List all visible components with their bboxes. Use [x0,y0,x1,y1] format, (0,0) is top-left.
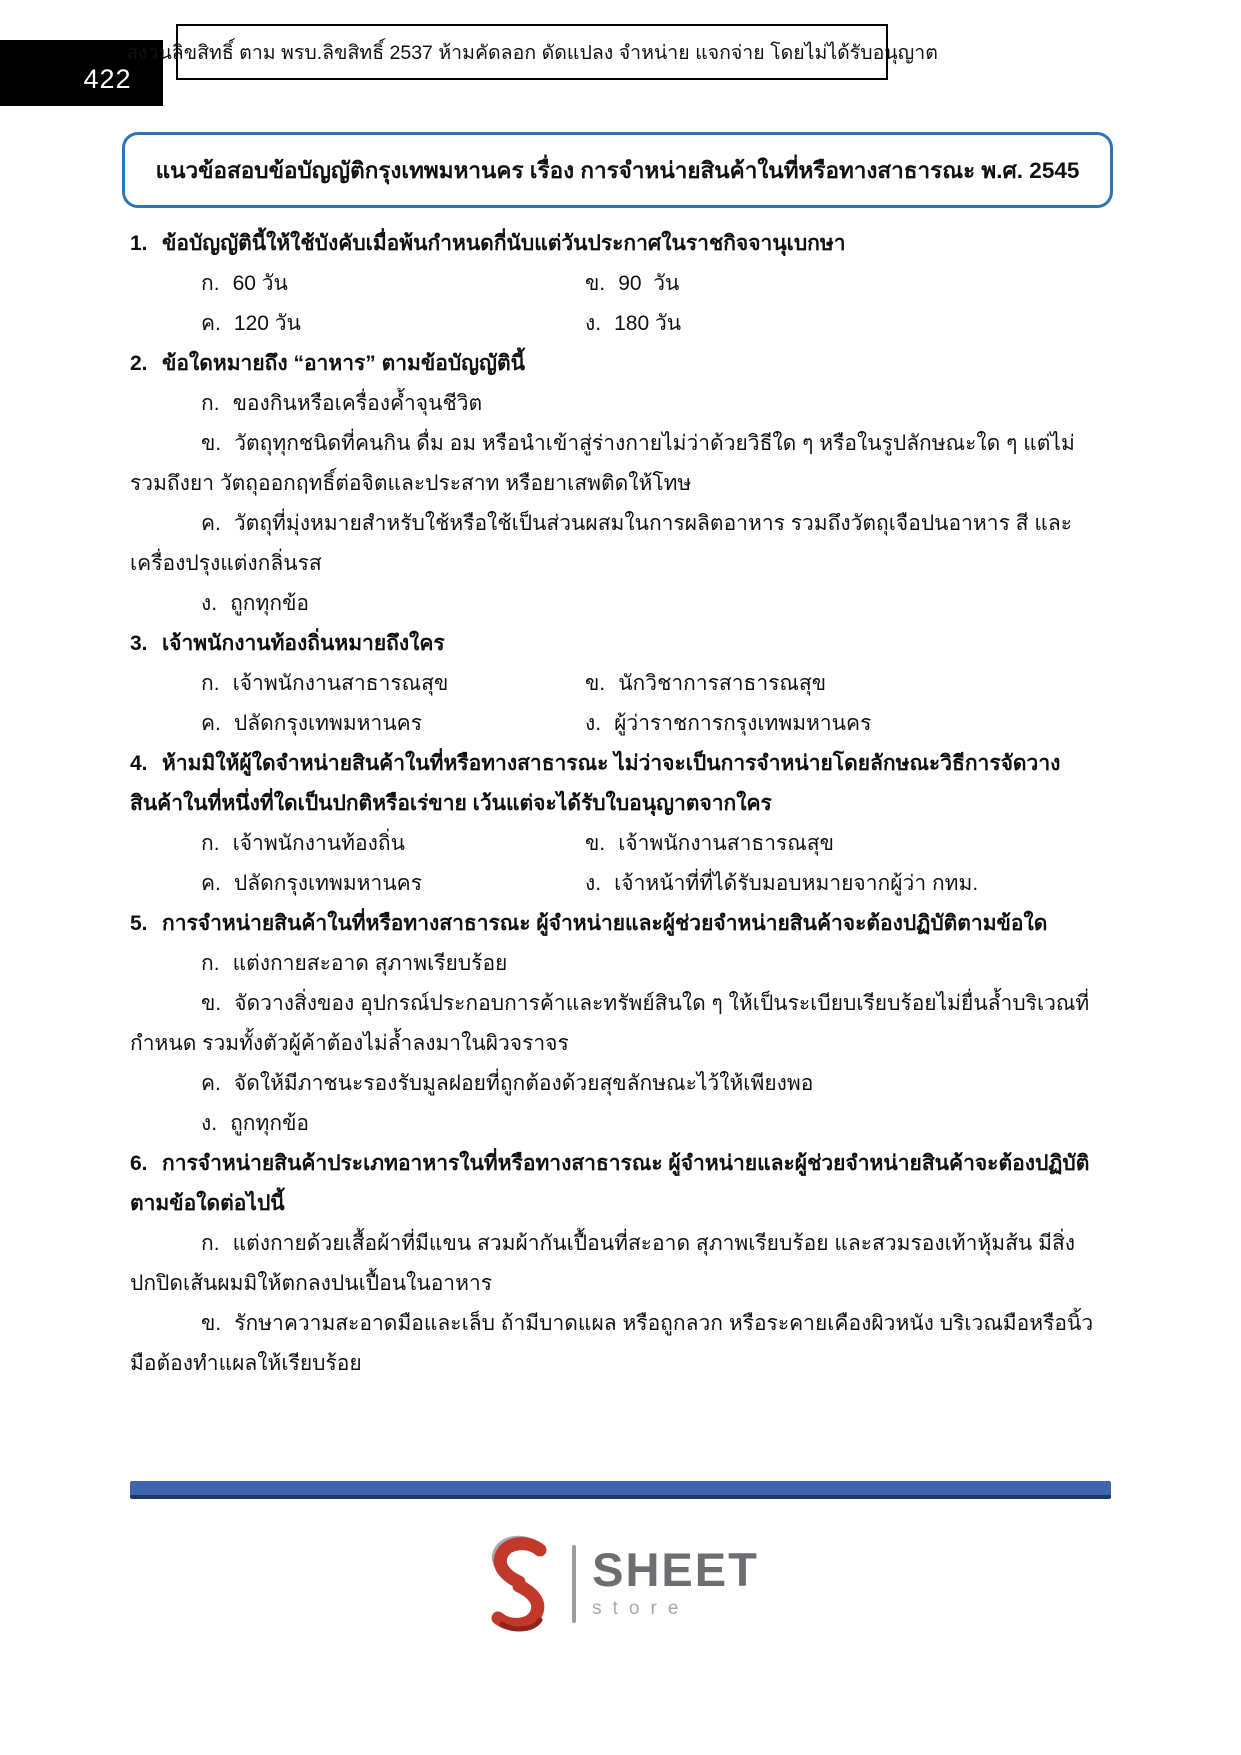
option-text: ผู้ว่าราชการกรุงเทพมหานคร [614,712,872,735]
logo-subtext: store [592,1598,690,1619]
sheet-store-logo [0,1532,1241,1636]
option-item [130,304,585,344]
option-item [130,264,585,304]
question-text [130,1144,1111,1224]
question-title: ห้ามมิให้ผู้ใดจำหน่ายสินค้าในที่หรือทางสาธารณะ ไม่ว่าจะเป็นการจำหน่ายโดยลักษณะวิธีการจัดวางสินค้าในที่หนึ่งที่ใดเป็นปกติหรือเร่ขาย เว้นแต่จะได้รับใบอนุญาตจากใคร [130,752,1061,815]
option-text: ของกินหรือเครื่องค้ำจุนชีวิต [232,392,483,415]
option-label: ข. [585,672,606,695]
option-item [130,864,585,904]
option-label: ก. [201,672,220,695]
option-text: ถูกทุกข้อ [230,592,310,615]
option-label: ค. [201,712,221,735]
question-block [130,1144,1111,1384]
option-text: จัดวางสิ่งของ อุปกรณ์ประกอบการค้าและทรัพย์สินใด ๆ ให้เป็นระเบียบเรียบร้อยไม่ยื่นล้ำบริเวณที่กำหนด รวมทั้งตัวผู้ค้าต้องไม่ล้ำลงมาในผิวจราจร [130,992,1090,1055]
logo-brand: SHEET [592,1543,759,1596]
question-block [130,904,1111,1144]
option-label: ก. [201,952,220,975]
option-label: ค. [201,872,221,895]
question-number: 2. [130,352,148,375]
question-title: การจำหน่ายสินค้าประเภทอาหารในที่หรือทางสาธารณะ ผู้จำหน่ายและผู้ช่วยจำหน่ายสินค้าจะต้องปฏิบัติตามข้อใดต่อไปนี้ [130,1152,1090,1215]
option-label: ง. [201,1112,218,1135]
question-text [130,904,1111,944]
options-list [130,664,1111,744]
option-label: ค. [201,1072,221,1095]
option-text: 60 วัน [232,272,288,295]
exam-title: แนวข้อสอบข้อบัญญัติกรุงเทพมหานคร เรื่อง การจำหน่ายสินค้าในที่หรือทางสาธารณะ พ.ศ. 2545 [155,158,1080,183]
question-title: ข้อใดหมายถึง “อาหาร” ตามข้อบัญญัตินี้ [162,352,525,375]
page-number: 422 [83,63,132,94]
option-item [130,1224,1111,1304]
question-number: 3. [130,632,148,655]
footer-divider [130,1481,1111,1499]
options-list [130,384,1111,624]
option-text: เจ้าพนักงานท้องถิ่น [232,832,405,855]
option-label: ง. [585,312,602,335]
option-text: แต่งกายสะอาด สุภาพเรียบร้อย [232,952,508,975]
option-label: ข. [201,1312,222,1335]
option-item [130,944,1111,984]
option-item [130,1104,1111,1144]
option-text: เจ้าพนักงานสาธารณสุข [232,672,449,695]
option-label: ข. [585,272,606,295]
option-item [130,424,1111,504]
option-item [130,584,1111,624]
question-title: การจำหน่ายสินค้าในที่หรือทางสาธารณะ ผู้จำหน่ายและผู้ช่วยจำหน่ายสินค้าจะต้องปฏิบัติตามข้อใด [162,912,1048,935]
options-list [130,944,1111,1144]
option-text: 120 วัน [233,312,301,335]
option-label: ก. [201,392,220,415]
option-label: ก. [201,1232,220,1255]
option-item [585,664,1111,704]
option-item [130,1064,1111,1104]
question-text [130,344,1111,384]
exam-title-box [122,132,1113,208]
option-item [130,824,585,864]
option-text: ปลัดกรุงเทพมหานคร [233,872,422,895]
question-title: เจ้าพนักงานท้องถิ่นหมายถึงใคร [162,632,445,655]
option-item [585,264,1111,304]
option-text: ถูกทุกข้อ [230,1112,310,1135]
question-text [130,224,1111,264]
option-text: รักษาความสะอาดมือและเล็บ ถ้ามีบาดแผล หรือถูกลวก หรือระคายเคืองผิวหนัง บริเวณมือหรือนิ้วมือต้องทำแผลให้เรียบร้อย [130,1312,1094,1375]
option-text: ปลัดกรุงเทพมหานคร [233,712,422,735]
question-block [130,744,1111,904]
option-item [130,664,585,704]
question-block [130,224,1111,344]
question-number: 1. [130,232,148,255]
question-number: 4. [130,752,148,775]
option-label: ก. [201,832,220,855]
option-text: จัดให้มีภาชนะรองรับมูลฝอยที่ถูกต้องด้วยสุขลักษณะไว้ให้เพียงพอ [233,1072,814,1095]
question-text [130,744,1111,824]
copyright-banner [126,24,938,80]
options-list [130,1224,1111,1384]
logo-divider [572,1545,576,1623]
option-label: ค. [201,312,221,335]
option-label: ง. [585,712,602,735]
copyright-text: สงวนลิขสิทธิ์ ตาม พรบ.ลิขสิทธิ์ 2537 ห้ามคัดลอก ดัดแปลง จำหน่าย แจกจ่าย โดยไม่ได้รับอนุญาต [126,41,938,64]
question-number: 5. [130,912,148,935]
option-item [585,864,1111,904]
option-label: ข. [201,992,222,1015]
logo-s-icon [482,1532,556,1636]
option-text: นักวิชาการสาธารณสุข [618,672,827,695]
option-item [585,304,1111,344]
option-label: ก. [201,272,220,295]
option-text: แต่งกายด้วยเสื้อผ้าที่มีแขน สวมผ้ากันเปื้อนที่สะอาด สุภาพเรียบร้อย และสวมรองเท้าหุ้มส้น มีสิ่งปกปิดเส้นผมมิให้ตกลงปนเปื้อนในอาหาร [130,1232,1076,1295]
option-text: วัตถุทุกชนิดที่คนกิน ดื่ม อม หรือนำเข้าสู่ร่างกายไม่ว่าด้วยวิธีใด ๆ หรือในรูปลักษณะใด ๆ แต่ไม่รวมถึงยา วัตถุออกฤทธิ์ต่อจิตและประสาท หรือยาเสพติดให้โทษ [130,432,1075,495]
logo-text [592,1543,759,1622]
options-list [130,824,1111,904]
option-text: เจ้าหน้าที่ที่ได้รับมอบหมายจากผู้ว่า กทม. [614,872,979,895]
question-title: ข้อบัญญัตินี้ให้ใช้บังคับเมื่อพ้นกำหนดกี่นับแต่วันประกาศในราชกิจจานุเบกษา [162,232,846,255]
option-text: 90 วัน [618,272,680,295]
option-label: ง. [201,592,218,615]
option-text: 180 วัน [614,312,682,335]
question-block [130,624,1111,744]
option-item [130,504,1111,584]
question-block [130,344,1111,624]
option-text: วัตถุที่มุ่งหมายสำหรับใช้หรือใช้เป็นส่วนผสมในการผลิตอาหาร รวมถึงวัตถุเจือปนอาหาร สี และเครื่องปรุงแต่งกลิ่นรส [130,512,1073,575]
question-number: 6. [130,1152,148,1175]
questions-list [130,224,1111,1384]
option-item [585,824,1111,864]
option-item [585,704,1111,744]
option-item [130,704,585,744]
question-text [130,624,1111,664]
option-item [130,984,1111,1064]
option-label: ข. [585,832,606,855]
option-item [130,384,1111,424]
option-text: เจ้าพนักงานสาธารณสุข [618,832,834,855]
options-list [130,264,1111,344]
option-label: ค. [201,512,221,535]
option-label: ง. [585,872,602,895]
option-label: ข. [201,432,222,455]
option-item [130,1304,1111,1384]
